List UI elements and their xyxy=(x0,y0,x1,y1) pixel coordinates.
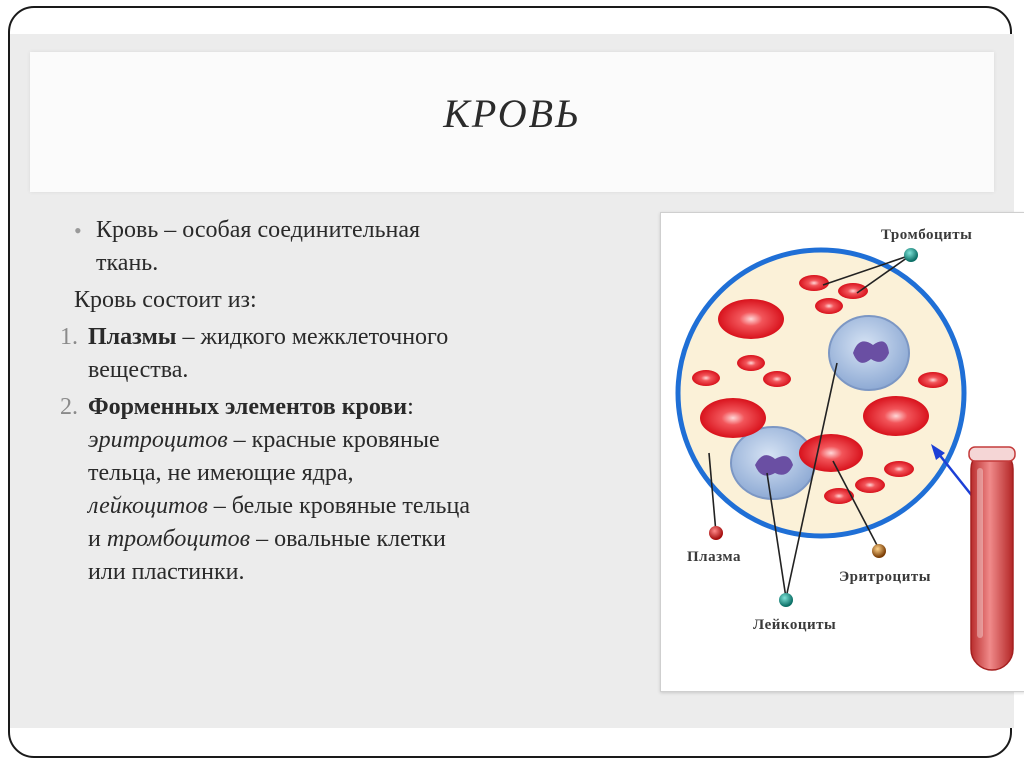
blood-diagram-svg xyxy=(661,213,1024,691)
term-formed-elements: Форменных элементов крови xyxy=(88,394,408,420)
label-thrombocytes: Тромбоциты xyxy=(881,227,973,243)
label-erythrocytes: Эритроциты xyxy=(839,569,931,585)
test-tube xyxy=(969,447,1015,670)
red-cell xyxy=(799,434,863,472)
thrombocyte-pin-icon xyxy=(904,248,918,262)
bullet-line-2: ткань. xyxy=(96,250,159,276)
plasma-circle xyxy=(678,250,964,536)
term-plasma: Плазмы xyxy=(88,324,177,350)
label-leukocytes: Лейкоциты xyxy=(753,617,837,633)
red-cell xyxy=(700,398,766,438)
red-cell xyxy=(718,299,784,339)
term-leukocytes: лейкоцитов xyxy=(88,493,208,519)
red-cell xyxy=(863,396,929,436)
term-thrombocytes: тромбоцитов xyxy=(106,526,251,552)
list-number: 1. xyxy=(60,324,78,350)
bullet-item xyxy=(74,214,660,280)
bullet-line-1: Кровь – особая соединительная xyxy=(96,217,421,243)
blood-diagram xyxy=(660,212,1024,692)
leukocyte-pin-icon xyxy=(779,593,793,607)
term-erythrocytes: эритроцитов xyxy=(88,427,228,453)
plasma-pin-icon xyxy=(709,526,723,540)
label-plasma: Плазма xyxy=(687,549,742,565)
leukocyte-cell xyxy=(731,427,815,499)
slide-content xyxy=(60,214,660,589)
slide-title: КРОВЬ xyxy=(443,91,581,136)
list-number: 2. xyxy=(60,394,78,420)
bullet-dot-icon: • xyxy=(74,218,82,243)
intro-text: Кровь состоит из: xyxy=(74,287,257,313)
list-item-plasma: 1. Плазмы – жидкого межклеточного вещества. xyxy=(70,321,660,387)
list-item-formed-elements: 2. Форменных элементов крови: эритроцитов – красные кровяные тельца, не имеющие ядра, лейкоцитов – белые кровяные тельца и тромбоцитов – овальные клетки или пластинки. xyxy=(70,391,660,589)
leukocyte-cell xyxy=(829,316,909,390)
erythrocyte-pin-icon xyxy=(872,544,886,558)
